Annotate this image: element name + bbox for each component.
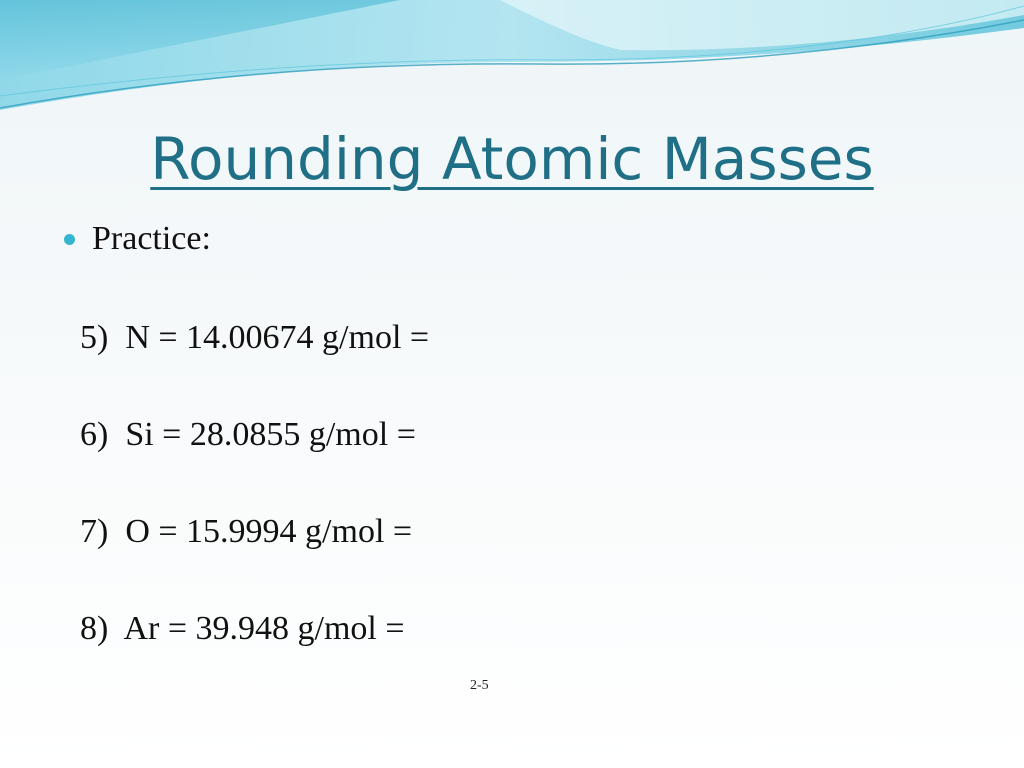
bullet-text: Practice:: [92, 220, 211, 257]
bullet-practice: [64, 220, 211, 258]
practice-list: [80, 316, 429, 704]
practice-item-7: 7) O = 15.9994 g/mol =: [80, 513, 413, 550]
practice-item-8: 8) Ar = 39.948 g/mol =: [80, 610, 405, 647]
slide-title: Rounding Atomic Masses: [150, 125, 874, 193]
slide-page-label: 2-5: [470, 678, 489, 693]
practice-item-5: 5) N = 14.00674 g/mol =: [80, 319, 430, 356]
header-wave-decoration: [0, 0, 1024, 130]
practice-item-6: 6) Si = 28.0855 g/mol =: [80, 416, 416, 453]
bullet-dot-icon: [64, 234, 75, 245]
